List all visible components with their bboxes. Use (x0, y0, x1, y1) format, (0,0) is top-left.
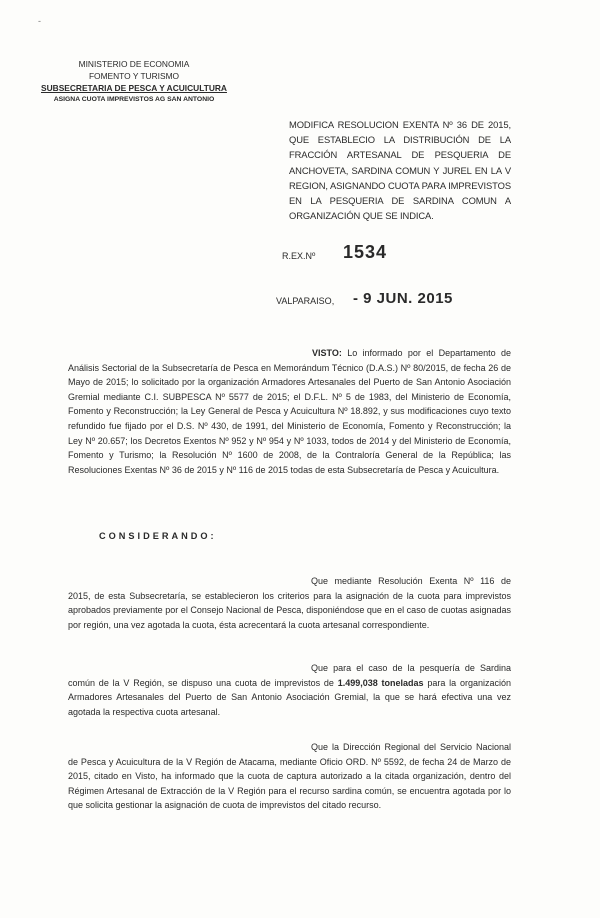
place: VALPARAISO, (276, 296, 335, 306)
considerando-paragraph-1 (68, 574, 511, 632)
considerando-heading: CONSIDERANDO: (99, 531, 217, 541)
subsecretaria-name: SUBSECRETARIA DE PESCA Y ACUICULTURA (41, 83, 227, 93)
resolution-label: R.EX.Nº (282, 251, 316, 261)
issuer-header (0, 58, 268, 105)
ministry-name: MINISTERIO DE ECONOMIA (78, 59, 190, 69)
considerando-paragraph-3 (68, 740, 511, 813)
corner-mark: - (38, 16, 41, 26)
resolution-summary: MODIFICA RESOLUCION EXENTA Nº 36 DE 2015, QUE ESTABLECIO LA DISTRIBUCIÓN DE LA FRACCIÓN ARTESANAL DE PESQUERIA DE ANCHOVETA, SARDINA COMUN Y JUREL EN LA V REGION, ASIGNANDO CUOTA PARA IMPREVISTOS EN LA PESQUERIA DE SARDINA COMUN A ORGANIZACIÓN QUE SE INDICA. (289, 119, 511, 222)
visto-text: Lo informado por el Departamento de Análisis Sectorial de la Subsecretaría de Pesca en Memorándum Técnico (D.A.S.) Nº 80/2015, de fecha 26 de Mayo de 2015; lo solicitado por la organización Armadores Artesanales del Puerto de San Antonio Asociación Gremial mediante C.I. SUBPESCA Nº 5577 de 2015; el D.F.L. Nº 5 de 1983, del Ministerio de Economía, Fomento y Reconstrucción; la Ley General de Pesca y Acuicultura Nº 18.892, y sus modificaciones cuyo texto refundido fue fijado por el D.S. Nº 430, de 1991, del Ministerio de Economía, Fomento y Reconstrucción; la Ley Nº 20.657; los Decretos Exentos Nº 952 y Nº 954 y Nº 1033, todos de 2014 y del Ministerio de Economía, Fomento y Turismo; la Resolución Nº 1600 de 2008, de la Contraloría General de la República; las Resoluciones Exentas Nº 36 de 2015 y Nº 116 de 2015 todas de esta Subsecretaría de Pesca y Acuicultura. (68, 348, 511, 475)
considerando-paragraph-2 (68, 661, 511, 719)
resolution-date: - 9 JUN. 2015 (353, 290, 453, 307)
considerando-text-2b: para la organización Armadores Artesanales del Puerto de San Antonio Asociación Gremial, la que se hará efectiva una vez agotada la respectiva cuota artesanal. (68, 677, 512, 717)
considerando-text-3: Que la Dirección Regional del Servicio Nacional de Pesca y Acuicultura de la V Región de Atacama, mediante Oficio ORD. Nº 5592, de fecha 24 de Marzo de 2015, citado en Visto, ha informado que la cuota de captura autorizado a la citada organización, dentro del Régimen Artesanal de Extracción de la V Región para el recurso sardina común, se encuentra agotada por lo que solicita gestionar la asignación de cuota de imprevistos del citado recurso. (68, 742, 511, 811)
document-subject-code: ASIGNA CUOTA IMPREVISTOS AG SAN ANTONIO (53, 96, 215, 103)
quota-amount: 1.499,038 toneladas (337, 677, 424, 688)
resolution-number: 1534 (343, 242, 388, 262)
ministry-subname: FOMENTO Y TURISMO (88, 71, 180, 81)
visto-paragraph (68, 346, 511, 477)
visto-label: VISTO: (312, 348, 342, 358)
considerando-text-1: Que mediante Resolución Exenta Nº 116 de 2015, de esta Subsecretaría, se establecieron los criterios para la asignación de la cuota para imprevistos aprobados previamente por el Consejo Nacional de Pesca, disponiéndose que en el caso de cuotas asignadas por región, una vez agotada la cuota, ésta acrecentará la cuota artesanal correspondiente. (68, 576, 511, 630)
considerando-text-2a: Que para el caso de la pesquería de Sardina común de la V Región, se dispuso una cuota de imprevistos de (68, 663, 511, 688)
